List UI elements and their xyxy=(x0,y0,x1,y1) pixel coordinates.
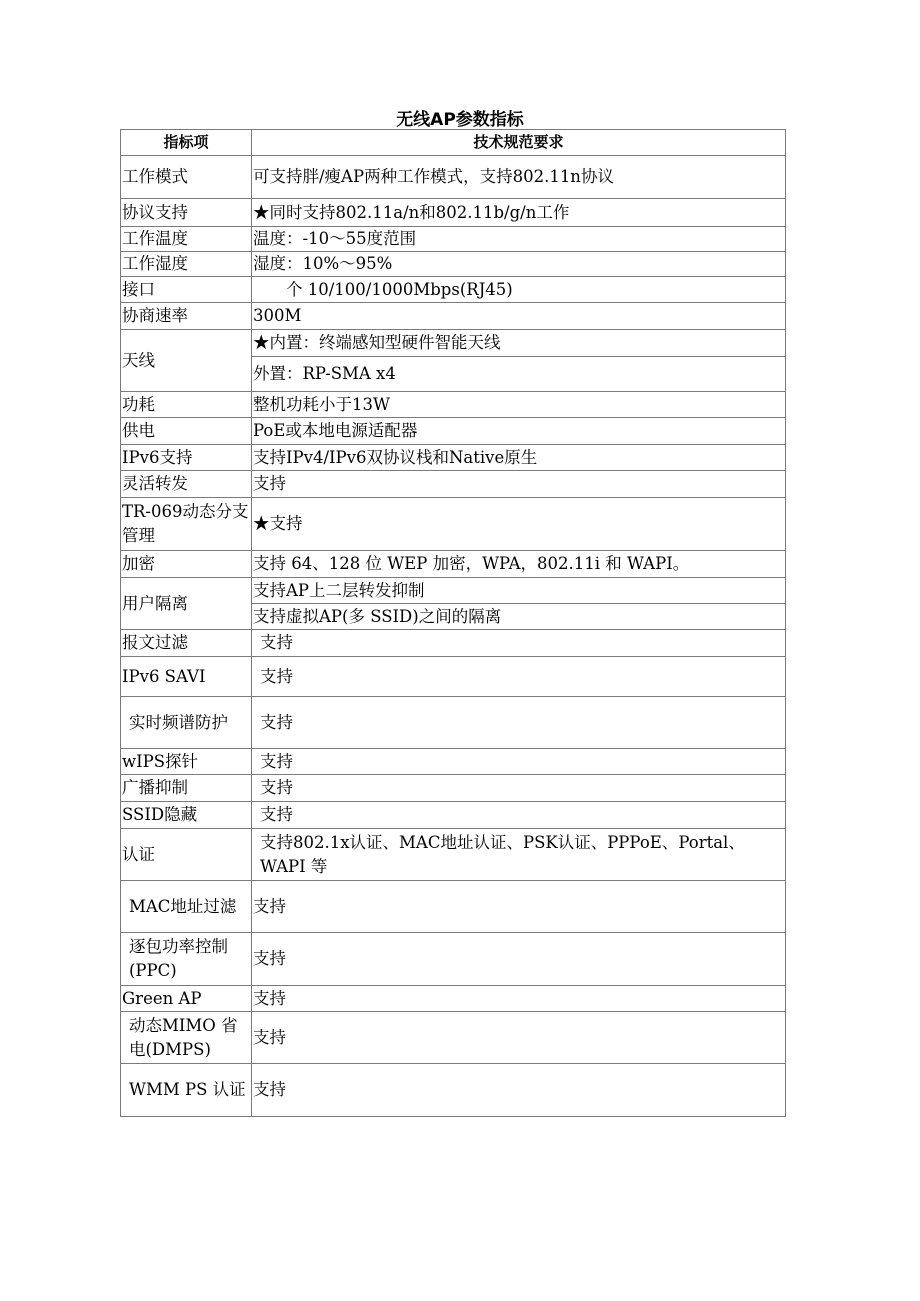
table-row xyxy=(121,330,786,357)
spec-item-cell: 动态MIMO 省电(DMPS) xyxy=(121,1012,252,1064)
spec-requirement-cell: 支持 xyxy=(252,933,786,986)
table-row xyxy=(121,933,786,986)
spec-item-cell: 功耗 xyxy=(121,392,252,418)
header-requirement: 技术规范要求 xyxy=(252,130,786,156)
spec-requirement-cell: 支持 xyxy=(252,802,786,829)
table-row xyxy=(121,1064,786,1117)
spec-requirement-cell: 支持 xyxy=(252,775,786,802)
spec-item-cell: IPv6支持 xyxy=(121,445,252,471)
spec-item-cell: 协议支持 xyxy=(121,199,252,227)
spec-requirement-cell: 支持虚拟AP(多 SSID)之间的隔离 xyxy=(252,604,786,630)
spec-item-cell: SSID隐藏 xyxy=(121,802,252,829)
spec-requirement-cell: 支持 xyxy=(252,630,786,657)
table-row xyxy=(121,445,786,471)
spec-requirement-cell: 温度：-10〜55度范围 xyxy=(252,227,786,252)
spec-requirement-cell: 支持802.1x认证、MAC地址认证、PSK认证、PPPoE、Portal、WAPI 等 xyxy=(252,829,786,881)
spec-item-cell: 工作模式 xyxy=(121,156,252,199)
spec-item-cell: 实时频谱防护 xyxy=(121,697,252,749)
spec-item-cell: 加密 xyxy=(121,551,252,578)
spec-requirement-cell: ★同时支持802.11a/n和802.11b/g/n工作 xyxy=(252,199,786,227)
spec-requirement-cell: 可支持胖/瘦AP两种工作模式，支持802.11n协议 xyxy=(252,156,786,199)
spec-requirement-cell: 支持IPv4/IPv6双协议栈和Native原生 xyxy=(252,445,786,471)
spec-requirement-cell: ★支持 xyxy=(252,498,786,551)
spec-requirement-cell: 支持 xyxy=(252,986,786,1012)
table-row xyxy=(121,829,786,881)
document-title: 无线AP参数指标 xyxy=(396,110,524,130)
table-row xyxy=(121,578,786,604)
table-row xyxy=(121,802,786,829)
table-row xyxy=(121,986,786,1012)
spec-requirement-cell: 支持 xyxy=(252,697,786,749)
spec-item-cell: Green AP xyxy=(121,986,252,1012)
spec-item-cell: wIPS探针 xyxy=(121,749,252,775)
spec-requirement-cell: 支持AP上二层转发抑制 xyxy=(252,578,786,604)
spec-item-cell: IPv6 SAVI xyxy=(121,657,252,697)
table-row xyxy=(121,775,786,802)
spec-requirement-cell: 支持 64、128 位 WEP 加密，WPA，802.11i 和 WAPI。 xyxy=(252,551,786,578)
spec-requirement-cell: 外置：RP-SMA x4 xyxy=(252,357,786,392)
table-row xyxy=(121,252,786,277)
spec-requirement-cell: 支持 xyxy=(252,749,786,775)
table-row xyxy=(121,697,786,749)
spec-item-cell: 广播抑制 xyxy=(121,775,252,802)
spec-requirement-cell: 支持 xyxy=(252,881,786,933)
table-row xyxy=(121,471,786,498)
table-row xyxy=(121,630,786,657)
spec-requirement-cell: 支持 xyxy=(252,471,786,498)
table-row xyxy=(121,749,786,775)
spec-requirement-cell: 300M xyxy=(252,303,786,330)
spec-item-cell: TR-069动态分支管理 xyxy=(121,498,252,551)
spec-requirement-cell: 支持 xyxy=(252,1064,786,1117)
header-item: 指标项 xyxy=(121,130,252,156)
spec-requirement-cell: 支持 xyxy=(252,1012,786,1064)
spec-item-cell: 逐包功率控制 (PPC) xyxy=(121,933,252,986)
spec-item-cell: 认证 xyxy=(121,829,252,881)
table-row xyxy=(121,657,786,697)
spec-item-cell: 灵活转发 xyxy=(121,471,252,498)
spec-item-cell: 报文过滤 xyxy=(121,630,252,657)
spec-item-cell: 用户隔离 xyxy=(121,578,252,630)
spec-table xyxy=(120,129,786,1117)
spec-item-cell: 工作温度 xyxy=(121,227,252,252)
spec-item-cell: 接口 xyxy=(121,277,252,303)
spec-requirement-cell: 整机功耗小于13W xyxy=(252,392,786,418)
spec-requirement-cell: PoE或本地电源适配器 xyxy=(252,418,786,445)
table-row xyxy=(121,277,786,303)
table-row xyxy=(121,418,786,445)
table-row xyxy=(121,199,786,227)
table-row xyxy=(121,392,786,418)
spec-requirement-cell: 湿度：10%〜95% xyxy=(252,252,786,277)
spec-requirement-cell: 个 10/100/1000Mbps(RJ45) xyxy=(252,277,786,303)
table-row xyxy=(121,303,786,330)
spec-item-cell: 工作湿度 xyxy=(121,252,252,277)
table-row xyxy=(121,498,786,551)
spec-requirement-cell: 支持 xyxy=(252,657,786,697)
table-row xyxy=(121,227,786,252)
spec-item-cell: MAC地址过滤 xyxy=(121,881,252,933)
spec-item-cell: 供电 xyxy=(121,418,252,445)
spec-requirement-cell: ★内置：终端感知型硬件智能天线 xyxy=(252,330,786,357)
table-row xyxy=(121,1012,786,1064)
table-row xyxy=(121,156,786,199)
table-row xyxy=(121,881,786,933)
spec-item-cell: 天线 xyxy=(121,330,252,392)
header-row xyxy=(121,130,786,156)
spec-item-cell: 协商速率 xyxy=(121,303,252,330)
spec-item-cell: WMM PS 认证 xyxy=(121,1064,252,1117)
table-row xyxy=(121,551,786,578)
